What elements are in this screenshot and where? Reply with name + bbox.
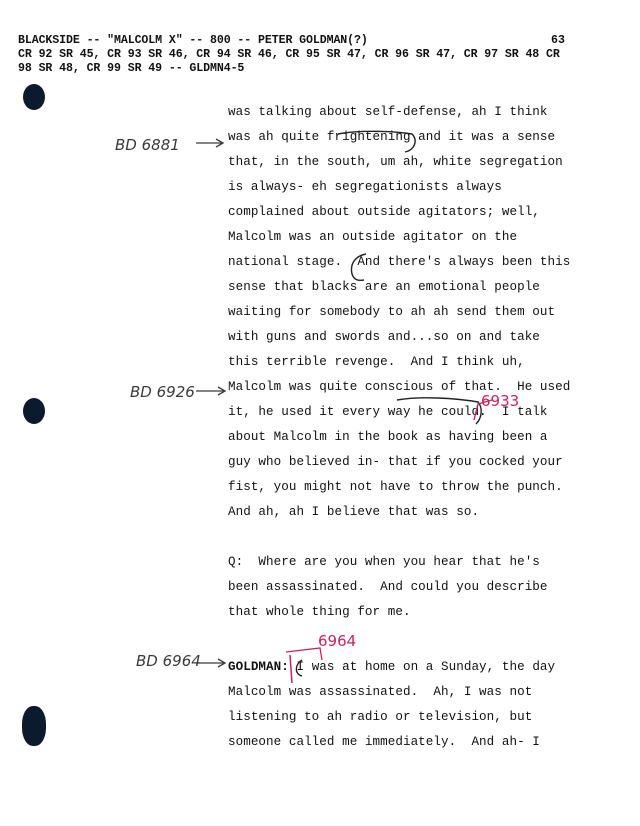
- transcript-line: it, he used it every way he could. I talk: [228, 405, 548, 419]
- transcript-line: was talking about self-defense, ah I think: [228, 105, 548, 119]
- timecode-annotation-5: 6964: [318, 632, 357, 650]
- speaker-line: [228, 660, 555, 674]
- transcript-line: with guns and swords and...so on and take: [228, 330, 540, 344]
- transcript-line: guy who believed in- that if you cocked your: [228, 455, 563, 469]
- transcript-line: listening to ah radio or television, but: [228, 710, 533, 724]
- timecode-annotation-1: BD 6881: [115, 136, 180, 154]
- transcript-line: fist, you might not have to throw the punch.: [228, 480, 563, 494]
- transcript-line: is always- eh segregationists always: [228, 180, 502, 194]
- bracket-mark: [286, 648, 322, 660]
- arrow-mark: [196, 387, 225, 395]
- transcript-header: [18, 34, 618, 76]
- transcript-line: complained about outside agitators; well,: [228, 205, 540, 219]
- header-line-2: CR 92 SR 45, CR 93 SR 46, CR 94 SR 46, CR 95 SR 47, CR 96 SR 47, CR 97 SR 48 CR: [18, 48, 560, 61]
- transcript-line: someone called me immediately. And ah- I: [228, 735, 540, 749]
- speaker-text: I was at home on a Sunday, the day: [288, 660, 556, 674]
- transcript-line: was ah quite frightening and it was a sense: [228, 130, 556, 144]
- transcript-line: waiting for somebody to ah ah send them out: [228, 305, 556, 319]
- binder-hole-bottom: [22, 706, 46, 746]
- timecode-annotation-4: BD 6964: [136, 652, 201, 670]
- arrow-mark: [196, 139, 223, 147]
- transcript-line: Malcolm was assassinated. Ah, I was not: [228, 685, 533, 699]
- transcript-line: that, in the south, um ah, white segregation: [228, 155, 563, 169]
- timecode-annotation-3: 6933: [481, 392, 520, 410]
- header-line-3: 98 SR 48, CR 99 SR 49 -- GLDMN4-5: [18, 62, 245, 75]
- transcript-line: And ah, ah I believe that was so.: [228, 505, 480, 519]
- transcript-line: Malcolm was an outside agitator on the: [228, 230, 518, 244]
- page-number: 63: [551, 34, 565, 47]
- transcript-line: been assassinated. And could you describe: [228, 580, 548, 594]
- transcript-line: that whole thing for me.: [228, 605, 411, 619]
- transcript-line: this terrible revenge. And I think uh,: [228, 355, 525, 369]
- timecode-annotation-2: BD 6926: [130, 383, 195, 401]
- header-line-1: BLACKSIDE -- "MALCOLM X" -- 800 -- PETER GOLDMAN(?): [18, 34, 368, 47]
- transcript-line: Malcolm was quite conscious of that. He used: [228, 380, 571, 394]
- binder-hole-top: [23, 84, 45, 110]
- transcript-line: sense that blacks are an emotional people: [228, 280, 540, 294]
- transcript-line: Q: Where are you when you hear that he's: [228, 555, 540, 569]
- transcript-line: national stage. And there's always been this: [228, 255, 571, 269]
- transcript-line: about Malcolm in the book as having been a: [228, 430, 548, 444]
- binder-hole-middle: [23, 398, 45, 424]
- speaker-label: GOLDMAN:: [228, 660, 289, 674]
